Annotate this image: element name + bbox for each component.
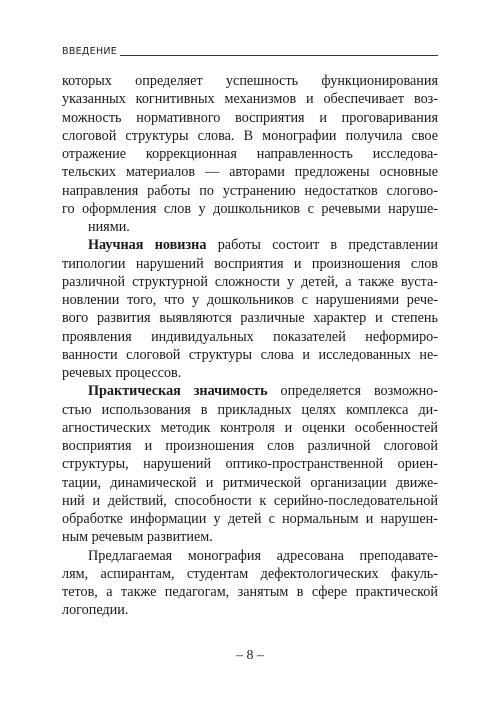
text-line [62,236,438,254]
paragraph-3 [62,382,438,546]
text-line: восприятия и произношения слов различной слоговой [62,438,438,454]
page-number: – 8 – [236,648,264,663]
text-line: ным речевым развитием. [62,529,213,546]
body-text [62,72,438,620]
text-line [62,382,438,400]
text-line: вого развития выявляются различные характер и степень [62,310,438,327]
text-line: ванности слоговой структуры слова и исследованных не- [62,346,438,363]
paragraph-4 [62,547,438,620]
text-line-content: определяется возможно- [267,383,438,400]
text-line: отражение коррекционная направленность исследова- [62,146,438,162]
text-line: речевых процессов. [62,365,182,381]
text-line: ний и действий, способности к серийно-последовательной [62,492,438,509]
text-line: агностических методик контроля и оценки особенностей [62,419,438,436]
text-line: логопедии. [62,602,129,619]
text-line: обработке информации у детей с нормальным и нарушен- [62,511,438,527]
text-line: которых определяет успешность функционирования [62,73,438,89]
text-line: указанных когнитивных механизмов и обеспечивает воз- [62,91,438,108]
text-line: слоговой структуры слова. В монографии получила свое [62,127,438,144]
running-head: ВВЕДЕНИЕ [62,46,118,57]
text-line: новлении того, что у дошкольников с нарушениями рече- [62,292,438,308]
header-rule [120,55,438,56]
text-line-content: работы состоит в представлении [206,237,438,254]
text-line: Предлагаемая монография адресована преподавате- [88,547,438,564]
paragraph-1 [62,72,438,236]
text-line: различной структурной сложности у детей, а также вуста- [62,273,438,290]
text-line: типологии нарушений восприятия и произношения слов [62,255,438,272]
paragraph-2 [62,236,438,382]
text-line: проявления индивидуальных показателей неформиро- [62,328,438,345]
text-line: лям, аспирантам, студентам дефектологических факуль- [62,565,438,582]
text-line: направления работы по устранению недостатков слогово- [62,182,438,199]
text-line-content: ниями. [88,219,130,235]
text-line: можность нормативного восприятия и проговаривания [62,109,438,126]
text-line: тетов, а также педагогам, занятым в сфере практической [62,584,438,600]
bold-term: Научная новизна [88,237,207,254]
text-line: структуры, нарушений оптико-пространственной ориен- [62,456,438,473]
text-line [62,218,438,236]
text-line: го оформления слов у дошкольников с речевыми наруше- [62,200,438,217]
bold-term: Практическая значимость [88,383,268,400]
text-line: тации, динамической и ритмической организации движе- [62,474,438,491]
text-line: тельских материалов — авторами предложены основные [62,164,438,181]
text-line: стью использования в прикладных целях комплекса ди- [62,401,438,418]
